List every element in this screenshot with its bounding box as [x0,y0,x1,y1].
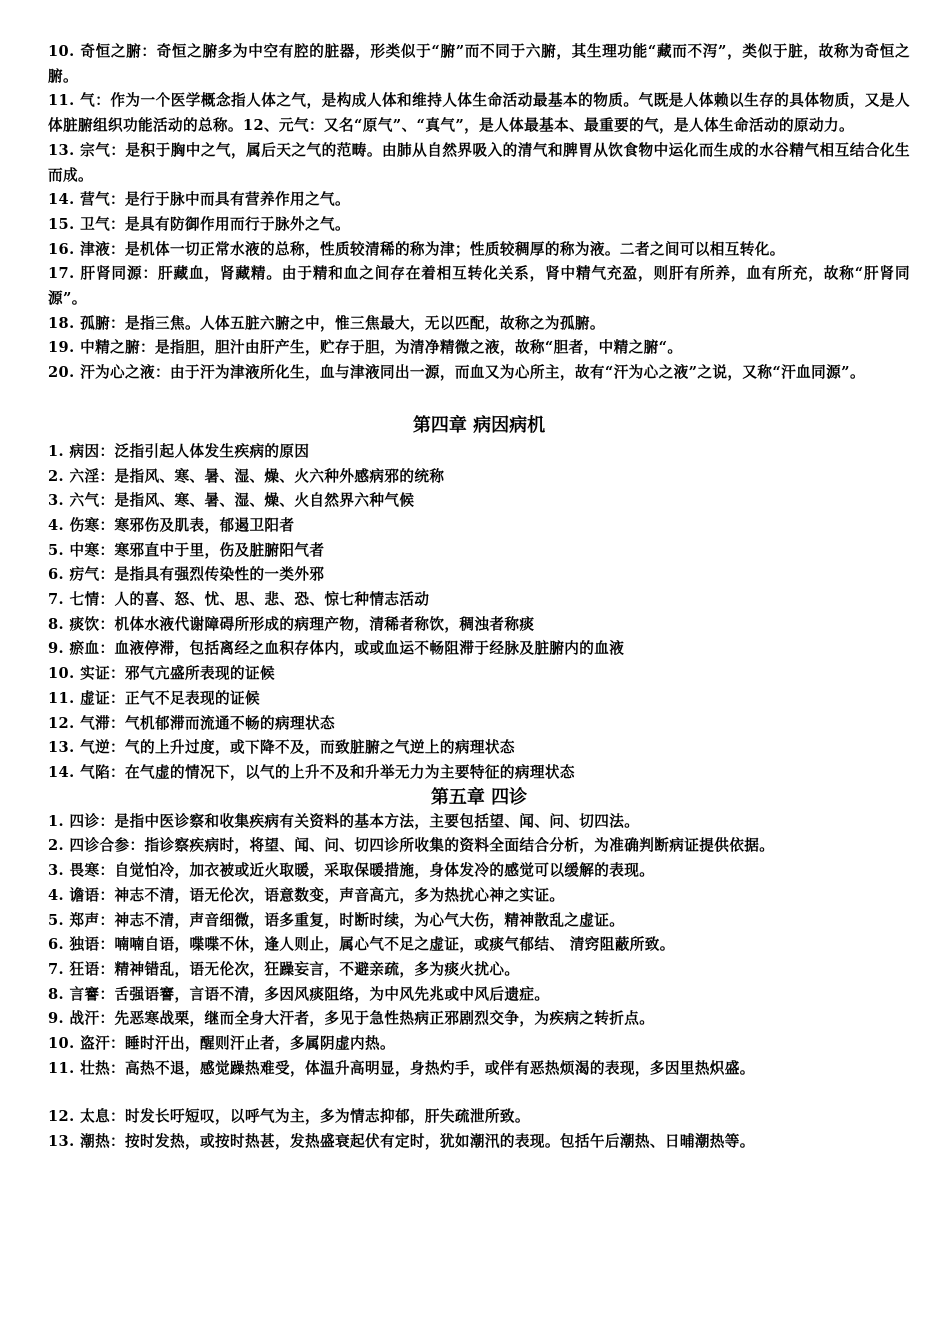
term-item: 10. 实证：邪气亢盛所表现的证候 [48,665,275,683]
term-item: 18. 孤腑：是指三焦。人体五脏六腑之中，惟三焦最大，无以匹配，故称之为孤腑。 [48,314,605,332]
document-page [48,40,910,1155]
term-item: 13. 潮热：按时发热，或按时热甚，发热盛衰起伏有定时，犹如潮汛的表现。包括午后潮热、日晡潮热等。 [48,1133,755,1151]
term-item: 10. 盗汗：睡时汗出，醒则汗止者，多属阴虚内热。 [48,1035,395,1053]
term-item: 16. 津液：是机体一切正常水液的总称，性质较清稀的称为津；性质较稠厚的称为液。二者之间可以相互转化。 [48,240,785,258]
term-item: 20. 汗为心之液：由于汗为津液所化生，血与津液同出一源，而血又为心所主，故有“汗为心之液”之说，又称“汗血同源”。 [48,364,865,382]
term-item: 5. 中寒：寒邪直中于里，伤及脏腑阳气者 [48,541,325,559]
chapter-4-terms [48,440,910,786]
term-item: 12. 太息：时发长吁短叹，以呼气为主，多为情志抑郁，肝失疏泄所致。 [48,1108,530,1126]
term-item: 4. 伤寒：寒邪伤及肌表，郁遏卫阳者 [48,516,295,534]
blank-line [48,1081,910,1105]
term-item: 11. 虚证：正气不足表现的证候 [48,689,260,707]
term-item: 9. 瘀血：血液停滞，包括离经之血积存体内，或或血运不畅阻滞于经脉及脏腑内的血液 [48,640,625,658]
term-item: 13. 宗气：是积于胸中之气，属后天之气的范畴。由肺从自然界吸入的清气和脾胃从饮食物中运化而生成的水谷精气相互结合化生而成。 [48,141,910,184]
chapter-5-terms [48,810,910,1155]
term-item: 11. 气：作为一个医学概念指人体之气，是构成人体和维持人体生命活动最基本的物质。气既是人体赖以生存的具体物质，又是人体脏腑组织功能活动的总称。12、元气：又名“原气”、“真气”，是人体最基本、最重要的气，是人体生命活动的原动力。 [48,92,910,135]
term-item: 6. 独语：喃喃自语，喋喋不休，逢人则止，属心气不足之虚证，或痰气郁结、 清窍阻蔽所致。 [48,936,675,954]
term-item: 12. 气滞：气机郁滞而流通不畅的病理状态 [48,714,335,732]
term-item: 17. 肝肾同源：肝藏血，肾藏精。由于精和血之间存在着相互转化关系，肾中精气充盈，则肝有所养，血有所充，故称“肝肾同源”。 [48,265,910,308]
term-item: 1. 病因：泛指引起人体发生疾病的原因 [48,442,310,460]
term-item: 14. 营气：是行于脉中而具有营养作用之气。 [48,191,350,209]
term-item: 3. 六气：是指风、寒、暑、湿、燥、火自然界六种气候 [48,492,415,510]
term-item: 8. 痰饮：机体水液代谢障碍所形成的病理产物，清稀者称饮，稠浊者称痰 [48,615,535,633]
chapter-5-title: 第五章 四诊 [430,786,528,808]
term-item: 3. 畏寒：自觉怕冷，加衣被或近火取暖，采取保暖措施，身体发冷的感觉可以缓解的表现。 [48,862,655,880]
term-item: 10. 奇恒之腑：奇恒之腑多为中空有腔的脏器，形类似于“腑”而不同于六腑，其生理功能“藏而不泻”，类似于脏，故称为奇恒之腑。 [48,43,910,85]
term-item: 7. 狂语：精神错乱，语无伦次，狂躁妄言，不避亲疏，多为痰火扰心。 [48,960,520,978]
term-item: 5. 郑声：神志不清，声音细微，语多重复，时断时续，为心气大伤，精神散乱之虚证。 [48,911,625,929]
chapter-3-terms [48,40,910,386]
term-item: 11. 壮热：高热不退，感觉躁热难受，体温升高明显，身热灼手，或伴有恶热烦渴的表现，多因里热炽盛。 [48,1059,755,1077]
term-item: 7. 七情：人的喜、怒、忧、思、悲、恐、惊七种情志活动 [48,591,430,609]
term-item: 1. 四诊：是指中医诊察和收集疾病有关资料的基本方法，主要包括望、闻、问、切四法。 [48,812,640,830]
term-item: 2. 四诊合参：指诊察疾病时，将望、闻、问、切四诊所收集的资料全面结合分析，为准确判断病证提供依据。 [48,837,775,855]
term-item: 4. 谵语：神志不清，语无伦次，语意数变，声音高亢，多为热扰心神之实证。 [48,886,565,904]
term-item: 15. 卫气：是具有防御作用而行于脉外之气。 [48,215,350,233]
term-item: 8. 言謇：舌强语謇，言语不清，多因风痰阻络，为中风先兆或中风后遗症。 [48,985,550,1003]
term-item: 14. 气陷：在气虚的情况下，以气的上升不及和升举无力为主要特征的病理状态 [48,763,575,781]
term-item: 2. 六淫：是指风、寒、暑、湿、燥、火六种外感病邪的统称 [48,467,445,485]
term-item: 13. 气逆：气的上升过度，或下降不及，而致脏腑之气逆上的病理状态 [48,739,515,757]
chapter-4-title: 第四章 病因病机 [412,414,546,436]
term-item: 9. 战汗：先恶寒战栗，继而全身大汗者，多见于急性热病正邪剧烈交争，为疾病之转折点。 [48,1010,655,1028]
term-item: 6. 疠气：是指具有强烈传染性的一类外邪 [48,566,325,584]
term-item: 19. 中精之腑：是指胆，胆汁由肝产生，贮存于胆，为清净精微之液，故称“胆者，中精之腑“。 [48,339,683,357]
